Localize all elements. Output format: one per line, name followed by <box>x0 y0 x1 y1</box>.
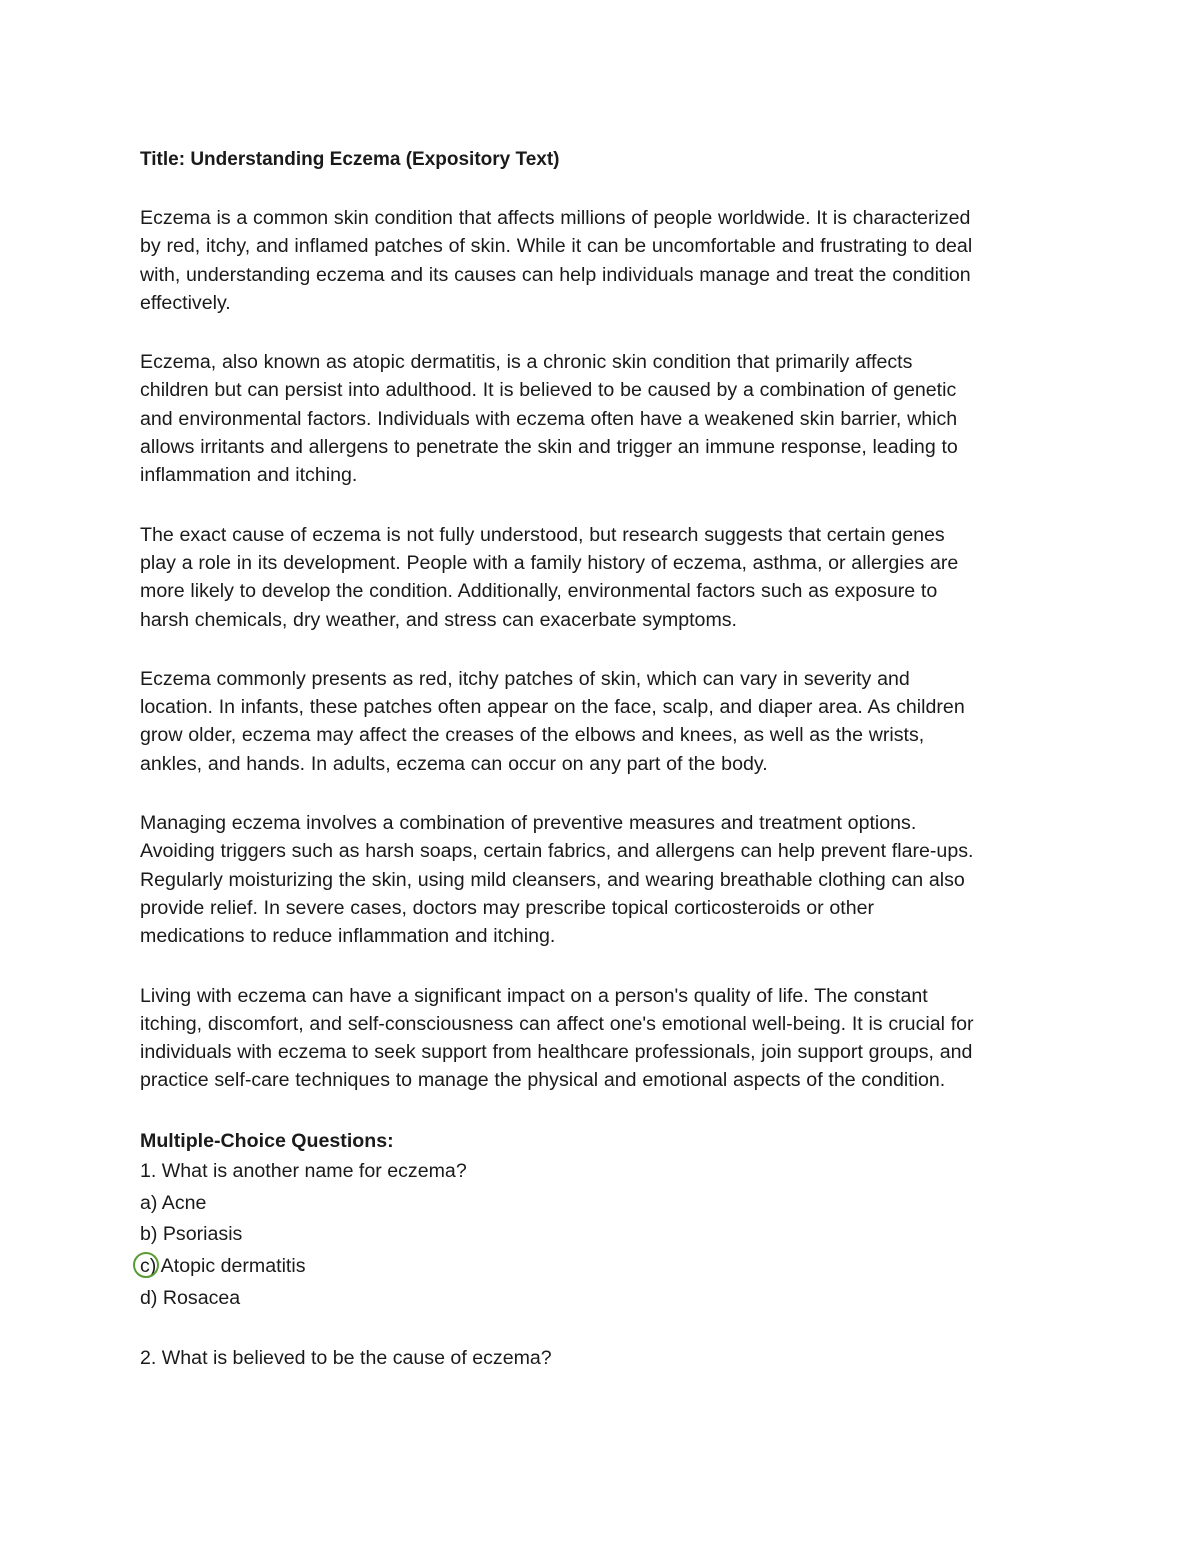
paragraph-management <box>140 809 1070 950</box>
questions-heading: Multiple-Choice Questions: <box>140 1129 394 1152</box>
paragraph-symptoms <box>140 665 1070 778</box>
paragraph-line: Eczema is a common skin condition that affects millions of people worldwide. It is characterized <box>140 207 971 229</box>
document-title: Title: Understanding Eczema (Expository Text) <box>140 149 560 170</box>
paragraph-intro <box>140 204 1070 317</box>
answer-circle-mark <box>133 1252 159 1278</box>
paragraph-line: more likely to develop the condition. Additionally, environmental factors such as exposure to <box>140 580 938 603</box>
paragraph-line: effectively. <box>140 291 231 314</box>
answer-option-c-label: c) Atopic dermatitis <box>140 1255 306 1278</box>
question-spacer <box>140 1315 1070 1343</box>
paragraph-line: by red, itchy, and inflamed patches of skin. While it can be uncomfortable and frustrating to deal <box>140 235 973 258</box>
answer-option-b: b) Psoriasis <box>140 1223 243 1246</box>
paragraph-line: Regularly moisturizing the skin, using mild cleansers, and wearing breathable clothing can also <box>140 868 965 891</box>
paragraph-line: ankles, and hands. In adults, eczema can occur on any part of the body. <box>140 752 768 775</box>
paragraph-line: children but can persist into adulthood. It is believed to be caused by a combination of genetic <box>140 379 957 402</box>
paragraph-line: with, understanding eczema and its causes can help individuals manage and treat the condition <box>140 263 971 286</box>
paragraph-line: location. In infants, these patches often appear on the face, scalp, and diaper area. As children <box>140 696 965 719</box>
paragraph-line: play a role in its development. People with a family history of eczema, asthma, or allergies are <box>140 551 959 574</box>
paragraph-line: allows irritants and allergens to penetrate the skin and trigger an immune response, leading to <box>140 436 958 459</box>
paragraph-line: Living with eczema can have a significant impact on a person's quality of life. The constant <box>140 984 928 1007</box>
answer-option-a: a) Acne <box>140 1191 207 1214</box>
paragraph-line: Avoiding triggers such as harsh soaps, certain fabrics, and allergens can help prevent flare-ups. <box>140 840 974 863</box>
paragraph-line: Managing eczema involves a combination of preventive measures and treatment options. <box>140 812 917 835</box>
paragraph-line: grow older, eczema may affect the creases of the elbows and knees, as well as the wrists, <box>140 724 925 747</box>
document-page <box>140 146 1070 1375</box>
paragraph-line: harsh chemicals, dry weather, and stress can exacerbate symptoms. <box>140 608 738 631</box>
paragraph-causes <box>140 521 1070 634</box>
paragraph-line: inflammation and itching. <box>140 464 358 487</box>
paragraph-line: The exact cause of eczema is not fully understood, but research suggests that certain genes <box>140 523 945 546</box>
paragraph-line: itching, discomfort, and self-consciousness can affect one's emotional well-being. It is crucial for <box>140 1012 974 1035</box>
paragraph-line: Eczema, also known as atopic dermatitis, is a chronic skin condition that primarily affects <box>140 351 913 374</box>
paragraph-line: individuals with eczema to seek support from healthcare professionals, join support groups, and <box>140 1041 973 1064</box>
paragraph-quality-of-life <box>140 982 1070 1095</box>
paragraph-line: and environmental factors. Individuals with eczema often have a weakened skin barrier, which <box>140 407 958 430</box>
answer-option-d: d) Rosacea <box>140 1286 241 1309</box>
question-prompt: 1. What is another name for eczema? <box>140 1159 467 1182</box>
paragraph-definition <box>140 348 1070 489</box>
paragraph-line: provide relief. In severe cases, doctors may prescribe topical corticosteroids or other <box>140 896 875 919</box>
question-prompt: 2. What is believed to be the cause of eczema? <box>140 1346 552 1369</box>
answer-option-c-circled <box>140 1251 1070 1283</box>
paragraph-line: practice self-care techniques to manage the physical and emotional aspects of the condition. <box>140 1069 946 1092</box>
paragraph-line: medications to reduce inflammation and itching. <box>140 925 556 948</box>
paragraph-line: Eczema commonly presents as red, itchy patches of skin, which can vary in severity and <box>140 667 910 690</box>
